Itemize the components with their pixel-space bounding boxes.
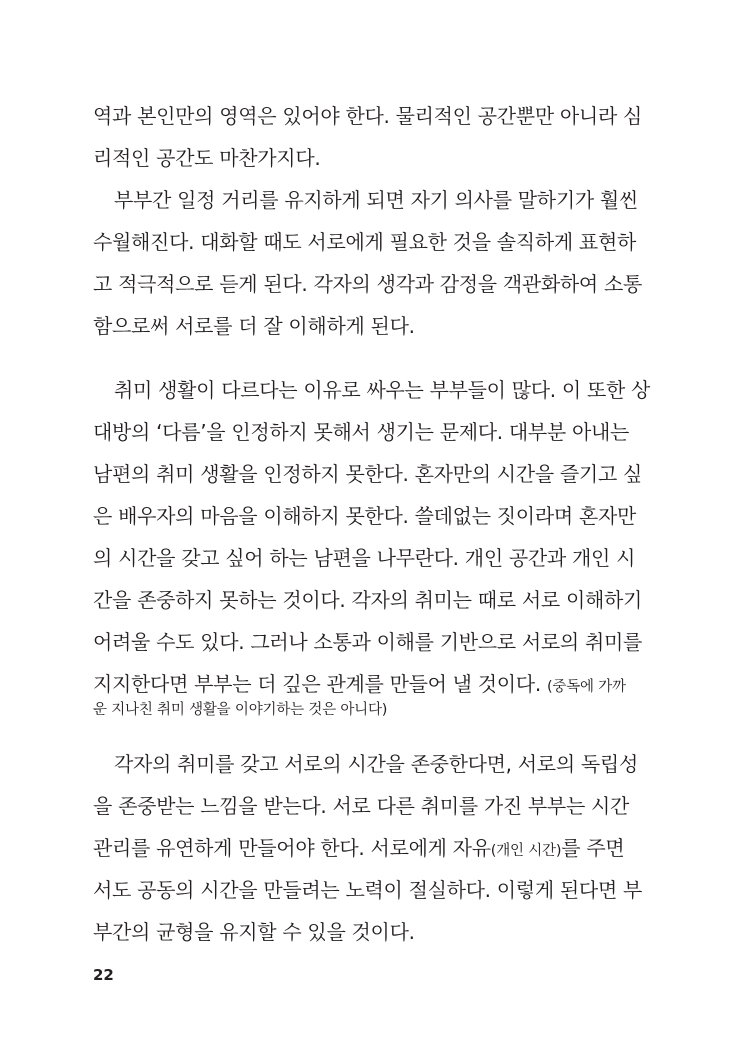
- paragraph-line: 의 시간을 갖고 싶어 하는 남편을 나무란다. 개인 공간과 개인 시: [93, 546, 636, 570]
- line-text: 지지한다면 부부는 더 깊은 관계를 만들어 낼 것이다.: [93, 672, 547, 696]
- paragraph-line: 수월해진다. 대화할 때도 서로에게 필요한 것을 솔직하게 표현하: [93, 230, 636, 254]
- paragraph-line: 부간의 균형을 유지할 수 있을 것이다.: [93, 920, 415, 944]
- page-number: 22: [93, 966, 114, 984]
- paragraph-line: 을 존중받는 느낌을 받는다. 서로 다른 취미를 가진 부부는 시간: [93, 794, 630, 818]
- paragraph-line: 서도 공동의 시간을 만들려는 노력이 절실하다. 이렇게 된다면 부: [93, 878, 643, 902]
- line-text: 관리를 유연하게 만들어야 한다. 서로에게 자유: [93, 836, 491, 860]
- parenthetical-note-line: 운 지나친 취미 생활을 이야기하는 것은 아니다): [93, 702, 388, 718]
- paragraph-line: 리적인 공간도 마찬가지다.: [93, 146, 321, 170]
- line-text-after: 를 주면: [561, 836, 625, 860]
- paragraph-line: [93, 672, 663, 699]
- paragraph-line: 간을 존중하지 못하는 것이다. 각자의 취미는 때로 서로 이해하기: [93, 588, 643, 612]
- paragraph-line: 역과 본인만의 영역은 있어야 한다. 물리적인 공간뿐만 아니라 심: [93, 104, 643, 128]
- paragraph-line: 고 적극적으로 듣게 된다. 각자의 생각과 감정을 객관화하여 소통: [93, 272, 643, 296]
- paragraph-line: 부부간 일정 거리를 유지하게 되면 자기 의사를 말하기가 훨씬: [114, 188, 638, 212]
- paragraph-line: 대방의 ‘다름’을 인정하지 못해서 생기는 문제다. 대부분 아내는: [93, 420, 630, 444]
- parenthetical-note: (개인 시간): [490, 843, 562, 859]
- paragraph-line: [93, 836, 663, 863]
- paragraph-line: 어려울 수도 있다. 그러나 소통과 이해를 기반으로 서로의 취미를: [93, 630, 643, 654]
- paragraph-line: 각자의 취미를 갖고 서로의 시간을 존중한다면, 서로의 독립성: [114, 752, 638, 776]
- parenthetical-note: (중독에 가까: [546, 679, 626, 695]
- paragraph-line: 남편의 취미 생활을 인정하지 못한다. 혼자만의 시간을 즐기고 싶: [93, 462, 643, 486]
- paragraph-line: 취미 생활이 다르다는 이유로 싸우는 부부들이 많다. 이 또한 상: [114, 378, 651, 402]
- paragraph-line: 함으로써 서로를 더 잘 이해하게 된다.: [93, 314, 415, 338]
- paragraph-line: 은 배우자의 마음을 이해하지 못한다. 쓸데없는 짓이라며 혼자만: [93, 504, 636, 528]
